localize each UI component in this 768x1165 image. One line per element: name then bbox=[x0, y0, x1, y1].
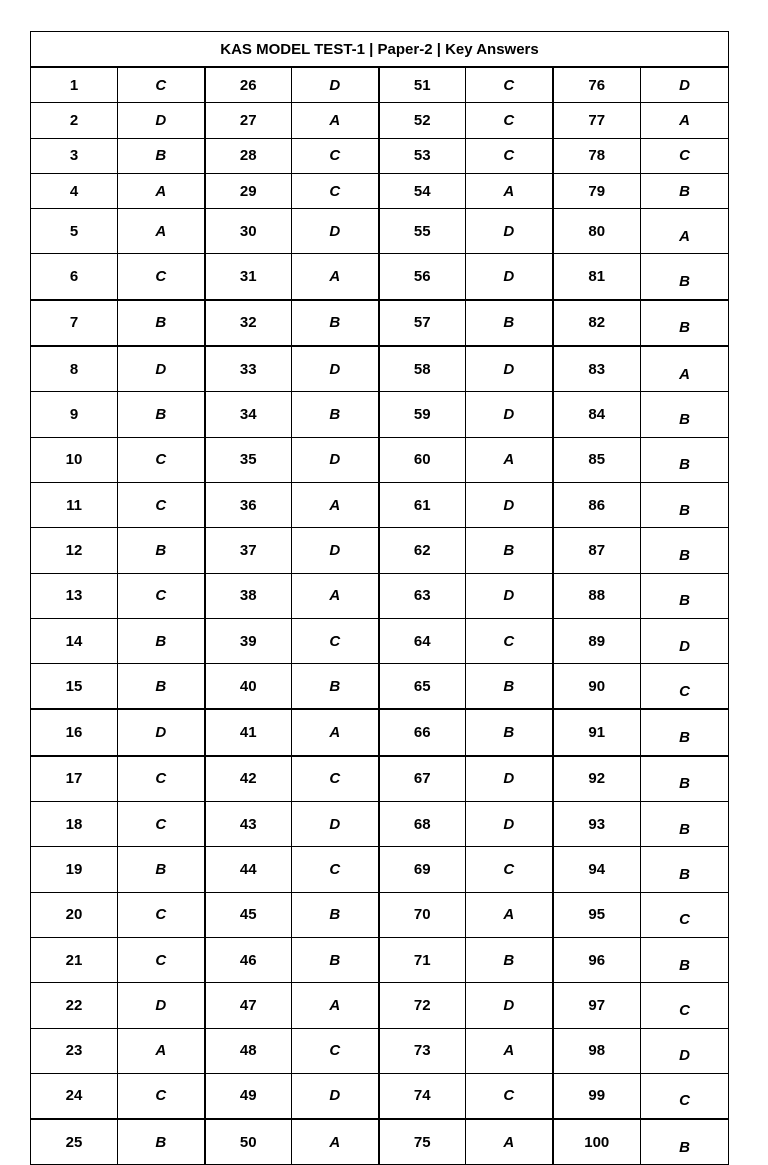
question-number: 48 bbox=[205, 1028, 292, 1073]
question-number: 27 bbox=[205, 103, 292, 138]
answer-option: B bbox=[466, 937, 553, 982]
answer-option: C bbox=[466, 618, 553, 663]
answer-option: D bbox=[118, 103, 205, 138]
table-row bbox=[31, 1073, 729, 1119]
answer-option: A bbox=[641, 103, 729, 138]
question-number: 69 bbox=[379, 847, 466, 892]
answer-key-sheet bbox=[30, 31, 728, 1165]
question-number: 100 bbox=[553, 1119, 641, 1165]
question-number: 66 bbox=[379, 709, 466, 755]
table-row bbox=[31, 173, 729, 208]
answer-option: D bbox=[641, 618, 729, 663]
question-number: 28 bbox=[205, 138, 292, 173]
question-number: 80 bbox=[553, 209, 641, 254]
question-number: 72 bbox=[379, 983, 466, 1028]
answer-option: D bbox=[292, 1073, 379, 1119]
table-row bbox=[31, 392, 729, 437]
question-number: 24 bbox=[31, 1073, 118, 1119]
answer-option: B bbox=[292, 937, 379, 982]
answer-option: D bbox=[292, 437, 379, 482]
answer-option: C bbox=[118, 254, 205, 300]
question-number: 8 bbox=[31, 346, 118, 392]
answer-option: B bbox=[641, 573, 729, 618]
question-number: 32 bbox=[205, 300, 292, 346]
answer-option: B bbox=[641, 482, 729, 527]
question-number: 2 bbox=[31, 103, 118, 138]
answer-option: D bbox=[466, 573, 553, 618]
question-number: 73 bbox=[379, 1028, 466, 1073]
answer-key-table bbox=[30, 31, 729, 1165]
table-row bbox=[31, 983, 729, 1028]
question-number: 78 bbox=[553, 138, 641, 173]
question-number: 56 bbox=[379, 254, 466, 300]
answer-option: B bbox=[118, 618, 205, 663]
answer-option: A bbox=[466, 892, 553, 937]
answer-option: C bbox=[641, 983, 729, 1028]
question-number: 74 bbox=[379, 1073, 466, 1119]
question-number: 21 bbox=[31, 937, 118, 982]
answer-option: B bbox=[641, 254, 729, 300]
question-number: 85 bbox=[553, 437, 641, 482]
question-number: 20 bbox=[31, 892, 118, 937]
question-number: 76 bbox=[553, 67, 641, 103]
answer-option: D bbox=[466, 983, 553, 1028]
question-number: 64 bbox=[379, 618, 466, 663]
question-number: 82 bbox=[553, 300, 641, 346]
answer-option: A bbox=[292, 103, 379, 138]
answer-option: D bbox=[466, 346, 553, 392]
table-row bbox=[31, 802, 729, 847]
question-number: 36 bbox=[205, 482, 292, 527]
answer-option: B bbox=[641, 937, 729, 982]
question-number: 16 bbox=[31, 709, 118, 755]
question-number: 46 bbox=[205, 937, 292, 982]
table-row bbox=[31, 847, 729, 892]
answer-option: B bbox=[641, 1119, 729, 1165]
question-number: 26 bbox=[205, 67, 292, 103]
table-row bbox=[31, 138, 729, 173]
question-number: 18 bbox=[31, 802, 118, 847]
question-number: 98 bbox=[553, 1028, 641, 1073]
table-row bbox=[31, 209, 729, 254]
answer-option: D bbox=[466, 756, 553, 802]
question-number: 47 bbox=[205, 983, 292, 1028]
answer-option: B bbox=[118, 138, 205, 173]
question-number: 6 bbox=[31, 254, 118, 300]
question-number: 71 bbox=[379, 937, 466, 982]
answer-option: D bbox=[118, 346, 205, 392]
answer-option: D bbox=[292, 346, 379, 392]
answer-option: A bbox=[292, 1119, 379, 1165]
answer-option: B bbox=[466, 664, 553, 710]
question-number: 96 bbox=[553, 937, 641, 982]
answer-option: B bbox=[118, 300, 205, 346]
answer-option: B bbox=[118, 1119, 205, 1165]
answer-option: A bbox=[292, 709, 379, 755]
answer-option: C bbox=[118, 437, 205, 482]
question-number: 84 bbox=[553, 392, 641, 437]
question-number: 52 bbox=[379, 103, 466, 138]
answer-option: B bbox=[118, 847, 205, 892]
answer-option: D bbox=[292, 67, 379, 103]
question-number: 92 bbox=[553, 756, 641, 802]
answer-option: B bbox=[292, 392, 379, 437]
title-row bbox=[31, 32, 729, 68]
answer-option: A bbox=[118, 209, 205, 254]
question-number: 9 bbox=[31, 392, 118, 437]
question-number: 54 bbox=[379, 173, 466, 208]
question-number: 79 bbox=[553, 173, 641, 208]
question-number: 15 bbox=[31, 664, 118, 710]
answer-option: C bbox=[641, 1073, 729, 1119]
question-number: 3 bbox=[31, 138, 118, 173]
question-number: 49 bbox=[205, 1073, 292, 1119]
question-number: 22 bbox=[31, 983, 118, 1028]
answer-option: D bbox=[641, 1028, 729, 1073]
answer-option: B bbox=[641, 847, 729, 892]
answer-option: C bbox=[292, 173, 379, 208]
question-number: 67 bbox=[379, 756, 466, 802]
answer-option: B bbox=[641, 392, 729, 437]
answer-option: B bbox=[118, 664, 205, 710]
question-number: 43 bbox=[205, 802, 292, 847]
question-number: 87 bbox=[553, 528, 641, 573]
answer-option: B bbox=[466, 300, 553, 346]
question-number: 14 bbox=[31, 618, 118, 663]
table-row bbox=[31, 1028, 729, 1073]
question-number: 53 bbox=[379, 138, 466, 173]
question-number: 12 bbox=[31, 528, 118, 573]
table-row bbox=[31, 618, 729, 663]
question-number: 81 bbox=[553, 254, 641, 300]
answer-option: C bbox=[118, 573, 205, 618]
question-number: 23 bbox=[31, 1028, 118, 1073]
question-number: 94 bbox=[553, 847, 641, 892]
question-number: 44 bbox=[205, 847, 292, 892]
question-number: 29 bbox=[205, 173, 292, 208]
answer-option: A bbox=[641, 209, 729, 254]
answer-option: C bbox=[292, 138, 379, 173]
answer-option: C bbox=[118, 482, 205, 527]
answer-option: D bbox=[292, 528, 379, 573]
question-number: 60 bbox=[379, 437, 466, 482]
answer-option: B bbox=[641, 300, 729, 346]
answer-option: C bbox=[466, 847, 553, 892]
answer-option: C bbox=[641, 664, 729, 710]
table-row bbox=[31, 937, 729, 982]
question-number: 41 bbox=[205, 709, 292, 755]
table-row bbox=[31, 1119, 729, 1165]
answer-option: D bbox=[466, 254, 553, 300]
question-number: 5 bbox=[31, 209, 118, 254]
question-number: 45 bbox=[205, 892, 292, 937]
answer-option: C bbox=[641, 892, 729, 937]
question-number: 11 bbox=[31, 482, 118, 527]
answer-option: B bbox=[292, 892, 379, 937]
question-number: 39 bbox=[205, 618, 292, 663]
question-number: 63 bbox=[379, 573, 466, 618]
answer-option: C bbox=[466, 103, 553, 138]
table-row bbox=[31, 709, 729, 755]
answer-option: C bbox=[118, 937, 205, 982]
table-row bbox=[31, 254, 729, 300]
table-row bbox=[31, 756, 729, 802]
table-row bbox=[31, 103, 729, 138]
answer-option: D bbox=[466, 209, 553, 254]
question-number: 33 bbox=[205, 346, 292, 392]
question-number: 55 bbox=[379, 209, 466, 254]
answer-option: C bbox=[641, 138, 729, 173]
answer-option: D bbox=[292, 209, 379, 254]
table-row bbox=[31, 437, 729, 482]
question-number: 4 bbox=[31, 173, 118, 208]
answer-option: B bbox=[641, 437, 729, 482]
answer-option: D bbox=[118, 709, 205, 755]
question-number: 31 bbox=[205, 254, 292, 300]
question-number: 37 bbox=[205, 528, 292, 573]
question-number: 90 bbox=[553, 664, 641, 710]
page-title: KAS MODEL TEST-1 | Paper-2 | Key Answers bbox=[31, 32, 729, 68]
question-number: 68 bbox=[379, 802, 466, 847]
question-number: 95 bbox=[553, 892, 641, 937]
answer-option: C bbox=[118, 756, 205, 802]
answer-option: B bbox=[641, 709, 729, 755]
answer-option: B bbox=[641, 756, 729, 802]
question-number: 91 bbox=[553, 709, 641, 755]
answer-option: B bbox=[641, 173, 729, 208]
question-number: 88 bbox=[553, 573, 641, 618]
question-number: 51 bbox=[379, 67, 466, 103]
table-row bbox=[31, 892, 729, 937]
answer-option: D bbox=[466, 802, 553, 847]
table-row bbox=[31, 573, 729, 618]
question-number: 1 bbox=[31, 67, 118, 103]
answer-option: C bbox=[292, 847, 379, 892]
answer-option: B bbox=[641, 528, 729, 573]
table-row bbox=[31, 346, 729, 392]
question-number: 17 bbox=[31, 756, 118, 802]
answer-option: D bbox=[466, 482, 553, 527]
question-number: 10 bbox=[31, 437, 118, 482]
question-number: 59 bbox=[379, 392, 466, 437]
answer-option: B bbox=[292, 300, 379, 346]
question-number: 86 bbox=[553, 482, 641, 527]
question-number: 75 bbox=[379, 1119, 466, 1165]
question-number: 97 bbox=[553, 983, 641, 1028]
question-number: 62 bbox=[379, 528, 466, 573]
answer-option: C bbox=[292, 756, 379, 802]
answer-option: A bbox=[118, 173, 205, 208]
answer-option: C bbox=[292, 618, 379, 663]
answer-option: A bbox=[118, 1028, 205, 1073]
answer-option: A bbox=[466, 1028, 553, 1073]
question-number: 50 bbox=[205, 1119, 292, 1165]
question-number: 25 bbox=[31, 1119, 118, 1165]
answer-option: B bbox=[466, 528, 553, 573]
answer-option: D bbox=[118, 983, 205, 1028]
question-number: 70 bbox=[379, 892, 466, 937]
question-number: 34 bbox=[205, 392, 292, 437]
question-number: 58 bbox=[379, 346, 466, 392]
answer-option: A bbox=[466, 1119, 553, 1165]
table-row bbox=[31, 67, 729, 103]
answer-option: A bbox=[292, 254, 379, 300]
answer-option: C bbox=[466, 138, 553, 173]
question-number: 93 bbox=[553, 802, 641, 847]
question-number: 77 bbox=[553, 103, 641, 138]
question-number: 89 bbox=[553, 618, 641, 663]
answer-option: B bbox=[292, 664, 379, 710]
question-number: 13 bbox=[31, 573, 118, 618]
table-row bbox=[31, 482, 729, 527]
answer-option: A bbox=[466, 437, 553, 482]
question-number: 40 bbox=[205, 664, 292, 710]
answer-option: C bbox=[118, 1073, 205, 1119]
question-number: 42 bbox=[205, 756, 292, 802]
answer-option: B bbox=[466, 709, 553, 755]
table-row bbox=[31, 664, 729, 710]
answer-option: B bbox=[641, 802, 729, 847]
question-number: 30 bbox=[205, 209, 292, 254]
answer-option: A bbox=[292, 983, 379, 1028]
answer-option: A bbox=[466, 173, 553, 208]
answer-option: D bbox=[292, 802, 379, 847]
question-number: 38 bbox=[205, 573, 292, 618]
question-number: 7 bbox=[31, 300, 118, 346]
question-number: 35 bbox=[205, 437, 292, 482]
answer-option: C bbox=[292, 1028, 379, 1073]
answer-option: A bbox=[292, 573, 379, 618]
question-number: 99 bbox=[553, 1073, 641, 1119]
table-row bbox=[31, 300, 729, 346]
answer-option: C bbox=[118, 802, 205, 847]
answer-option: D bbox=[466, 392, 553, 437]
question-number: 65 bbox=[379, 664, 466, 710]
answer-option: C bbox=[466, 67, 553, 103]
answer-option: B bbox=[118, 528, 205, 573]
answer-option: D bbox=[641, 67, 729, 103]
answer-option: B bbox=[118, 392, 205, 437]
question-number: 19 bbox=[31, 847, 118, 892]
table-row bbox=[31, 528, 729, 573]
question-number: 83 bbox=[553, 346, 641, 392]
question-number: 57 bbox=[379, 300, 466, 346]
answer-option: A bbox=[641, 346, 729, 392]
answer-option: C bbox=[118, 67, 205, 103]
answer-option: C bbox=[466, 1073, 553, 1119]
answer-option: C bbox=[118, 892, 205, 937]
question-number: 61 bbox=[379, 482, 466, 527]
answer-option: A bbox=[292, 482, 379, 527]
